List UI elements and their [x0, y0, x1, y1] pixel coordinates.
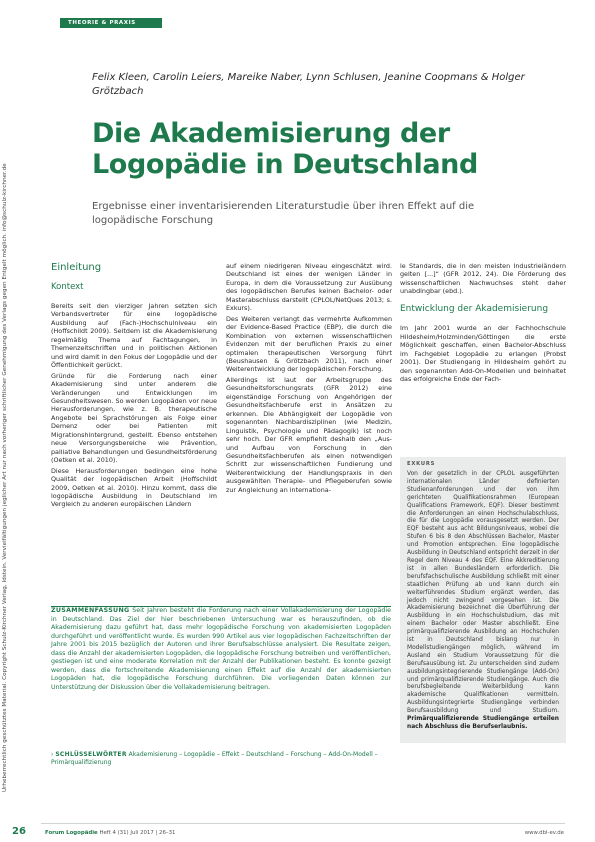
journal-issue: Heft 4 (31) Juli 2017 | 26–31 — [99, 830, 176, 836]
copyright-text: Urheberrechtlich geschütztes Material. Copyright Schulz-Kirchner Verlag, Idstein. Vervielfältigungen jeglicher Art nur nach vorheriger schriftlicher Genehmigung des Verlags gegen Entgelt möglich. info@schulz-kirchner.de — [2, 163, 8, 792]
keywords-arrow-icon: › — [51, 751, 56, 758]
exkurs-text-emphasis: Primärqualifizierende Studiengänge erteilen nach Abschluss die Berufserlaubnis. — [407, 716, 559, 730]
footer-url[interactable]: www.dbl-ev.de — [524, 830, 564, 836]
section-tag — [60, 18, 162, 28]
entwicklung-heading: Entwicklung der Akademisierung — [400, 303, 549, 314]
journal-name: Forum Logopädie — [45, 830, 98, 836]
paragraph: Im Jahr 2001 wurde an der Fachhochschule Hildesheim/Holzminden/Göttingen die erste Möglichkeit geschaffen, einen Bachelor-Abschluss im Fachgebiet Logopädie zu erlangen (Probst 2001). Der Studiengang in Hildesheim gehört zu den sogenannten Add-On-Modellen und beinhaltet das erfolgreiche Ende der Fach- — [400, 324, 566, 384]
paragraph: Gründe für die Forderung nach einer Akademisierung sind unter anderem die Veränderungen und Entwicklungen im Gesundheitswesen. So werden Logopäden vor neue Herausforderungen, wie z. B. therapeutische Angebote bei Sprachstörungen als Folge einer Demenz oder bei Patienten mit Migrationshintergrund, gestellt. Ebenso entstehen neue Versorgungsbereiche wie Prävention, palliative Behandlungen und Gesundheitsförderung (Oetken et al. 2010). — [51, 371, 217, 465]
column-2 — [226, 262, 392, 494]
keywords-lead: SCHLÜSSELWÖRTER — [55, 751, 127, 758]
side-copyright-notice — [1, 32, 13, 792]
abstract-text: Seit Jahren besteht die Forderung nach einer Vollakademisierung der Logopädie in Deutschland. Das Ziel der hier beschriebenen Untersuchung war es herauszufinden, ob die Akademisierung dazu geführt hat, dass mehr logopädische Forschung von akademisierten Logopäden durchgeführt und veröffentlicht wurde. Es wurden 990 Artikel aus vier logopädischen Fachzeitschriften der Jahre 2001 bis 2015 bezüglich der Autoren und ihrer Berufsabschlüsse analysiert. Die Resultate zeigen, dass die Anzahl der akademisierten Logopäden, die logopädische Forschung betreiben und veröffentlichen, gestiegen ist und eine moderate Korrelation mit der Anzahl der Publikationen besteht. Es konnte gezeigt werden, dass die fortschreitende Akademisierung einen Effekt auf die Anzahl der akademisierten Logopäden hat, die logopädische Forschung durchführen. Die vorliegenden Daten können zur Unterstützung der Diskussion über die Vollakademisierung beitragen. — [51, 607, 391, 691]
paragraph: auf einem niedrigeren Niveau eingeschätzt wird. Deutschland ist eines der wenigen Länder in Europa, in dem die Voraussetzung zur Ausübung des logopädischen Berufes keinen Bachelor- oder Masterabschluss darstellt (CPLOL/NetQues 2013; s. Exkurs). — [226, 262, 392, 313]
keywords — [51, 751, 381, 767]
paragraph: Des Weiteren verlangt das vermehrte Aufkommen der Evidence-Based Practice (EBP), die durch die Kombination von externen wissenschaftlichen Evidenzen mit der beruflichen Praxis zu einer optimalen therapeutischen Versorgung führt (Beushausen & Grötzbach 2011), nach einer Weiterentwicklung der logopädischen Forschung. — [226, 314, 392, 374]
article-subtitle: Ergebnisse einer inventarisierenden Literaturstudie über ihren Effekt auf die logopädische Forschung — [92, 201, 475, 226]
exkurs-title: EXKURS — [407, 461, 436, 467]
exkurs-box — [400, 457, 566, 743]
column-3 — [400, 262, 566, 383]
abstract — [51, 607, 391, 692]
exkurs-text: Ausbildungsintegrierte Studiengänge verbinden Berufsausbildung und Studium. — [407, 700, 559, 715]
paragraph: Diese Herausforderungen bedingen eine hohe Qualität der logopädischen Arbeit (Hoffschildt 2009, Oetken et al. 2010). Hinzu kommt, dass die logopädische Ausbildung in Deutschland im Vergleich zu anderen europäischen Ländern — [51, 466, 217, 509]
page-number: 26 — [12, 826, 26, 837]
column-1 — [51, 262, 217, 509]
authors: Felix Kleen, Carolin Leiers, Mareike Naber, Lynn Schlusen, Jeanine Coopmans & Holger Grötzbach — [92, 72, 525, 97]
footer-divider — [41, 823, 565, 824]
abstract-lead: ZUSAMMENFASSUNG — [51, 607, 130, 614]
exkurs-body — [407, 471, 559, 732]
exkurs-text: Von der gesetzlich in der CPLOL ausgeführten internationalen Länder definierten Studienanforderungen und der von ihm gerichteten Qualifikationsrahmen (European Qualifications Framework, EQF). Dieser bestimmt die Anforderungen an einen Hochschulabschluss, die für die Logopädie vorausgesetzt werden. Der EQF besteht aus acht Bildungsniveaus, wobei die Stufen 6 bis 8 den Abschlüssen Bachelor, Master und Promotion entsprechen. Eine logopädische Ausbildung in Deutschland entspricht derzeit in der Regel dem Niveau 4 des EQF. Eine Akkreditierung ist in allen Bundesländern erforderlich. Die berufsfachschulische Ausbildung schließt mit einer staatlichen Prüfung ab und kann durch ein weiterführendes Studium ergänzt werden, das jedoch nicht zwingend vorgesehen ist. Die Akademisierung bezeichnet die Überführung der Ausbildung in ein Hochschulstudium, das mit einem Bachelor oder Master abschließt. Eine primärqualifizierende Ausbildung an Hochschulen ist in Deutschland bislang nur in Modellstudiengängen möglich, während im Ausland ein Studium Voraussetzung für die Berufsausübung ist. Zu unterscheiden sind zudem ausbildungsintegrierende Studiengänge (Add-On) und primärqualifizierende Studiengänge. Auch die berufsbegleitende Weiterbildung kann akademische Qualifikationen vermitteln. — [407, 471, 559, 699]
article-title: Die Akademisierung der Logopädie in Deutschland — [92, 118, 478, 180]
paragraph: le Standards, die in den meisten Industrieländern gelten [...]“ (GFR 2012, 24). Die Förderung des wissenschaftlichen Nachwuchses steht daher unabdingbar (ebd.). — [400, 262, 566, 296]
footer-journal — [45, 830, 175, 836]
keywords-text: Akademisierung – Logopädie – Effekt – Deutschland – Forschung – Add-On-Modell – Primärqualifizierung — [51, 751, 378, 767]
paragraph: Bereits seit den vierziger Jahren setzten sich Verbandsvertreter für eine logopädische Ausbildung auf (Fach-)Hochschulniveau ein (Hoffschildt 2009). Seitdem ist die Akademisierung regelmäßig Thema auf Fachtagungen, in Themenzeitschriften und in politischen Aktionen und wird damit in den Fokus der Logopädie und der Öffentlichkeit gerückt. — [51, 302, 217, 370]
kontext-heading: Kontext — [51, 282, 84, 292]
section-tag-label: THEORIE & PRAXIS — [68, 20, 136, 26]
einleitung-heading: Einleitung — [51, 262, 102, 273]
paragraph: Allerdings ist laut der Arbeitsgruppe des Gesundheitsforschungsrats (GFR 2012) eine eigenständige Forschung von Angehörigen der Gesundheitsfachberufe erst in Ansätzen zu erkennen. Die Abhängigkeit der Logopädie von sogenannten Nachbardisziplinen (wie Medizin, Linguistik, Psychologie und Pädagogik) ist noch sehr hoch. Der GFR empfiehlt deshalb den „Aus- und Aufbau von Forschung in den Gesundheitsfachberufen als einen notwendigen Schritt zur wissenschaftlichen Fundierung und Weiterentwicklung der Handlungspraxis in den ausgewählten Therapie- und Pflegeberufen sowie zur Angleichung an internationa- — [226, 375, 392, 494]
